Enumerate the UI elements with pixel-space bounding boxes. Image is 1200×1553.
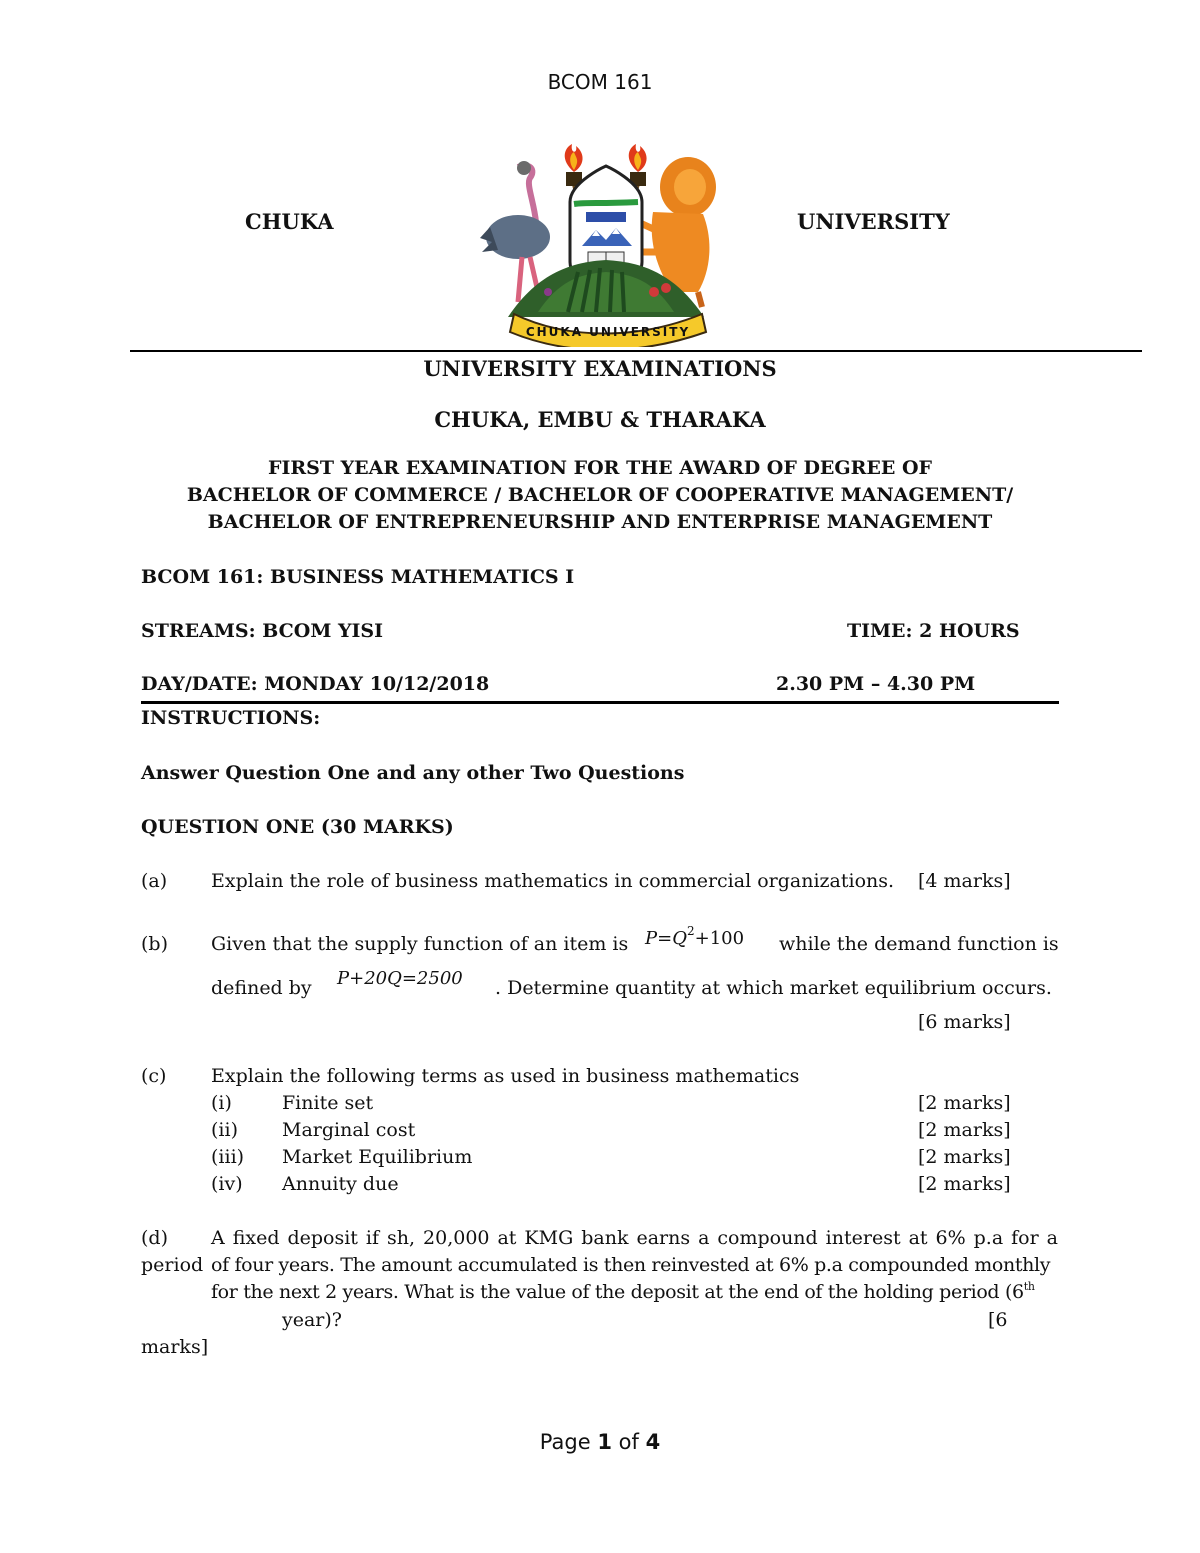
course-code-header: BCOM 161: [547, 70, 653, 94]
part-a-label: (a): [141, 870, 168, 892]
exam-date: DAY/DATE: MONDAY 10/12/2018: [141, 673, 490, 695]
part-d-line-3-text: for the next 2 years. What is the value of the deposit at the end of the holding period (6: [211, 1281, 1024, 1303]
part-a-marks: [4 marks]: [918, 870, 1011, 892]
award-line-1: FIRST YEAR EXAMINATION FOR THE AWARD OF DEGREE OF: [267, 457, 933, 479]
part-d-line-1: A fixed deposit if sh, 20,000 at KMG bank earns a compound interest at 6% p.a for a: [211, 1227, 1058, 1249]
award-line-3: BACHELOR OF ENTREPRENEURSHIP AND ENTERPRISE MANAGEMENT: [207, 511, 993, 533]
footer-page-number: 1: [597, 1430, 612, 1454]
title-university-examinations: UNIVERSITY EXAMINATIONS: [423, 356, 777, 381]
part-a-text: Explain the role of business mathematics in commercial organizations.: [211, 870, 895, 892]
part-c-item-term: Market Equilibrium: [282, 1146, 473, 1168]
university-logo: [478, 142, 723, 347]
streams: STREAMS: BCOM YISI: [141, 620, 384, 642]
part-c-label: (c): [141, 1065, 167, 1087]
page-footer: [0, 1430, 1200, 1454]
part-c-text: Explain the following terms as used in business mathematics: [211, 1065, 800, 1087]
instructions-label: INSTRUCTIONS:: [141, 707, 321, 729]
instructions-text: Answer Question One and any other Two Questions: [141, 762, 685, 784]
part-c-item-num: (i): [211, 1092, 232, 1114]
part-c-item-term: Annuity due: [282, 1173, 399, 1195]
part-b-text-2: while the demand function is: [779, 933, 1059, 955]
part-c-item-term: Marginal cost: [282, 1119, 416, 1141]
footer-page-total: 4: [645, 1430, 661, 1454]
part-c-item-num: (iv): [211, 1173, 243, 1195]
part-b-label: (b): [141, 933, 168, 955]
header-rule-top: [130, 350, 1142, 352]
supply-p: P: [645, 928, 658, 949]
supply-rest: +100: [694, 928, 745, 949]
demand-equation: P+20Q=2500: [337, 968, 463, 989]
part-c-item-marks: [2 marks]: [918, 1173, 1011, 1195]
question-one-heading: QUESTION ONE (30 MARKS): [141, 816, 454, 838]
ribbon-text: CHUKA UNIVERSITY: [525, 325, 691, 339]
part-d-line-3: [211, 1281, 1035, 1303]
part-c-item-term: Finite set: [282, 1092, 374, 1114]
part-d-marks-open: [6: [988, 1309, 1008, 1331]
part-b-text-1: Given that the supply function of an item is: [211, 933, 629, 955]
exam-time: 2.30 PM – 4.30 PM: [776, 673, 976, 695]
supply-exponent: 2: [686, 924, 695, 938]
part-d-period: period: [141, 1254, 204, 1276]
title-campuses: CHUKA, EMBU & THARAKA: [434, 407, 766, 432]
part-d-line-2: of four years. The amount accumulated is then reinvested at 6% p.a compounded monthly: [211, 1254, 1051, 1276]
footer-of-label: of: [618, 1430, 639, 1454]
course-title: BCOM 161: BUSINESS MATHEMATICS I: [141, 566, 575, 588]
letterhead-left: CHUKA: [245, 209, 334, 234]
part-c-item-marks: [2 marks]: [918, 1092, 1011, 1114]
part-b-marks: [6 marks]: [918, 1011, 1011, 1033]
part-d-line-3-sup: th: [1023, 1280, 1035, 1293]
supply-q: Q: [672, 928, 687, 949]
part-b-text-3: defined by: [211, 977, 312, 999]
page-header: [0, 70, 1200, 94]
part-d-label: (d): [141, 1227, 168, 1249]
exam-duration: TIME: 2 HOURS: [847, 620, 1020, 642]
details-rule: [141, 701, 1059, 704]
award-line-2: BACHELOR OF COMMERCE / BACHELOR OF COOPERATIVE MANAGEMENT/: [186, 484, 1014, 506]
part-c-item-marks: [2 marks]: [918, 1146, 1011, 1168]
ribbon-banner: [510, 314, 706, 347]
part-b-text-4: . Determine quantity at which market equilibrium occurs.: [495, 977, 1052, 999]
part-c-item-num: (iii): [211, 1146, 245, 1168]
supply-equals: =: [657, 928, 673, 949]
supply-equation: [645, 924, 745, 949]
letterhead-right: UNIVERSITY: [797, 209, 950, 234]
part-c-item-marks: [2 marks]: [918, 1119, 1011, 1141]
part-d-line-4: year)?: [282, 1309, 342, 1331]
footer-page-label: Page: [539, 1430, 591, 1454]
part-d-marks-close: marks]: [141, 1336, 209, 1358]
part-c-item-num: (ii): [211, 1119, 238, 1141]
